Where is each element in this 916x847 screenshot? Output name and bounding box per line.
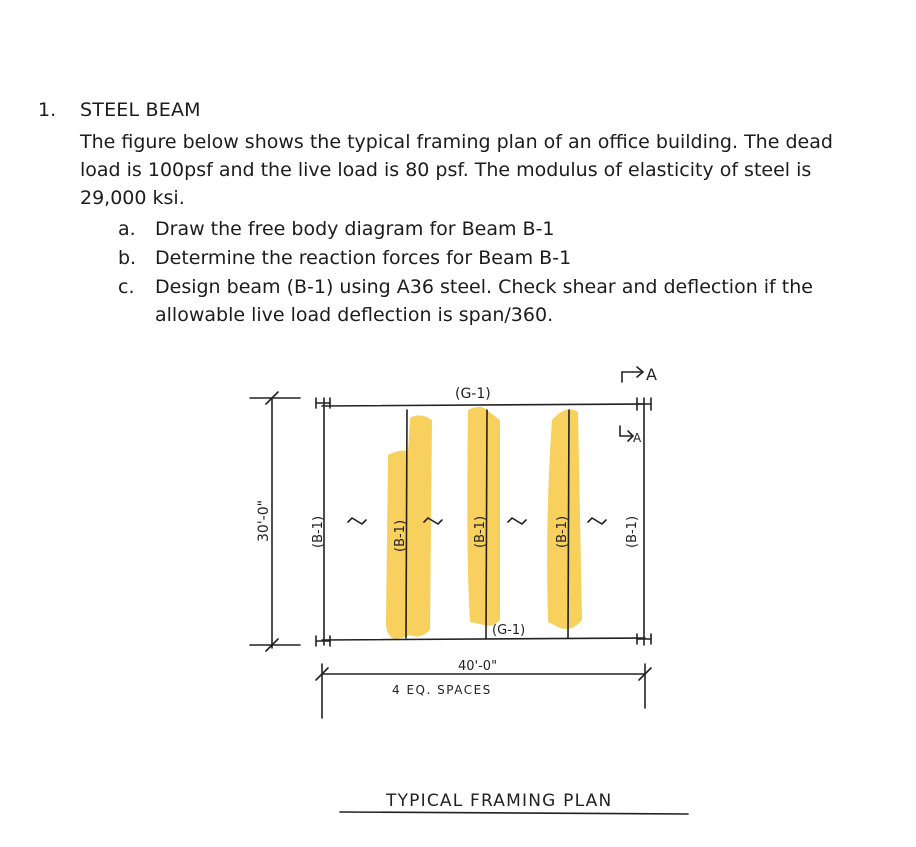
beam-label: (B-1) <box>393 519 408 552</box>
girder-label-top: (G-1) <box>455 386 491 402</box>
item-label: b. <box>118 247 137 269</box>
item-text: Draw the free body diagram for Beam B-1 <box>155 218 555 240</box>
section-mark-label: A <box>646 365 657 384</box>
beam-label: (B-1) <box>311 515 326 548</box>
question-title: STEEL BEAM <box>80 99 201 121</box>
beam-label: (B-1) <box>473 515 488 548</box>
girder-label-bottom: (G-1) <box>492 623 526 638</box>
paragraph-line: The figure below shows the typical framing plan of an office building. The dead <box>80 131 833 153</box>
height-dimension: 30'-0" <box>256 499 272 542</box>
item-text-continuation: allowable live load deflection is span/360. <box>155 304 554 326</box>
question-number: 1. <box>38 99 57 121</box>
section-mark-label: A <box>633 431 642 445</box>
paragraph-line: load is 100psf and the live load is 80 psf. The modulus of elasticity of steel is <box>80 159 812 181</box>
beam-label: (B-1) <box>625 515 640 548</box>
item-label: c. <box>118 276 135 298</box>
item-text: Determine the reaction forces for Beam B-1 <box>155 247 572 269</box>
spacing-note: 4 EQ. SPACES <box>392 683 492 697</box>
drawing-caption: TYPICAL FRAMING PLAN <box>386 791 613 811</box>
paragraph-line: 29,000 ksi. <box>80 187 185 209</box>
item-text: Design beam (B-1) using A36 steel. Check shear and deflection if the <box>155 276 813 298</box>
width-dimension: 40'-0" <box>458 659 498 674</box>
item-label: a. <box>118 218 136 240</box>
beam-label: (B-1) <box>555 515 570 548</box>
